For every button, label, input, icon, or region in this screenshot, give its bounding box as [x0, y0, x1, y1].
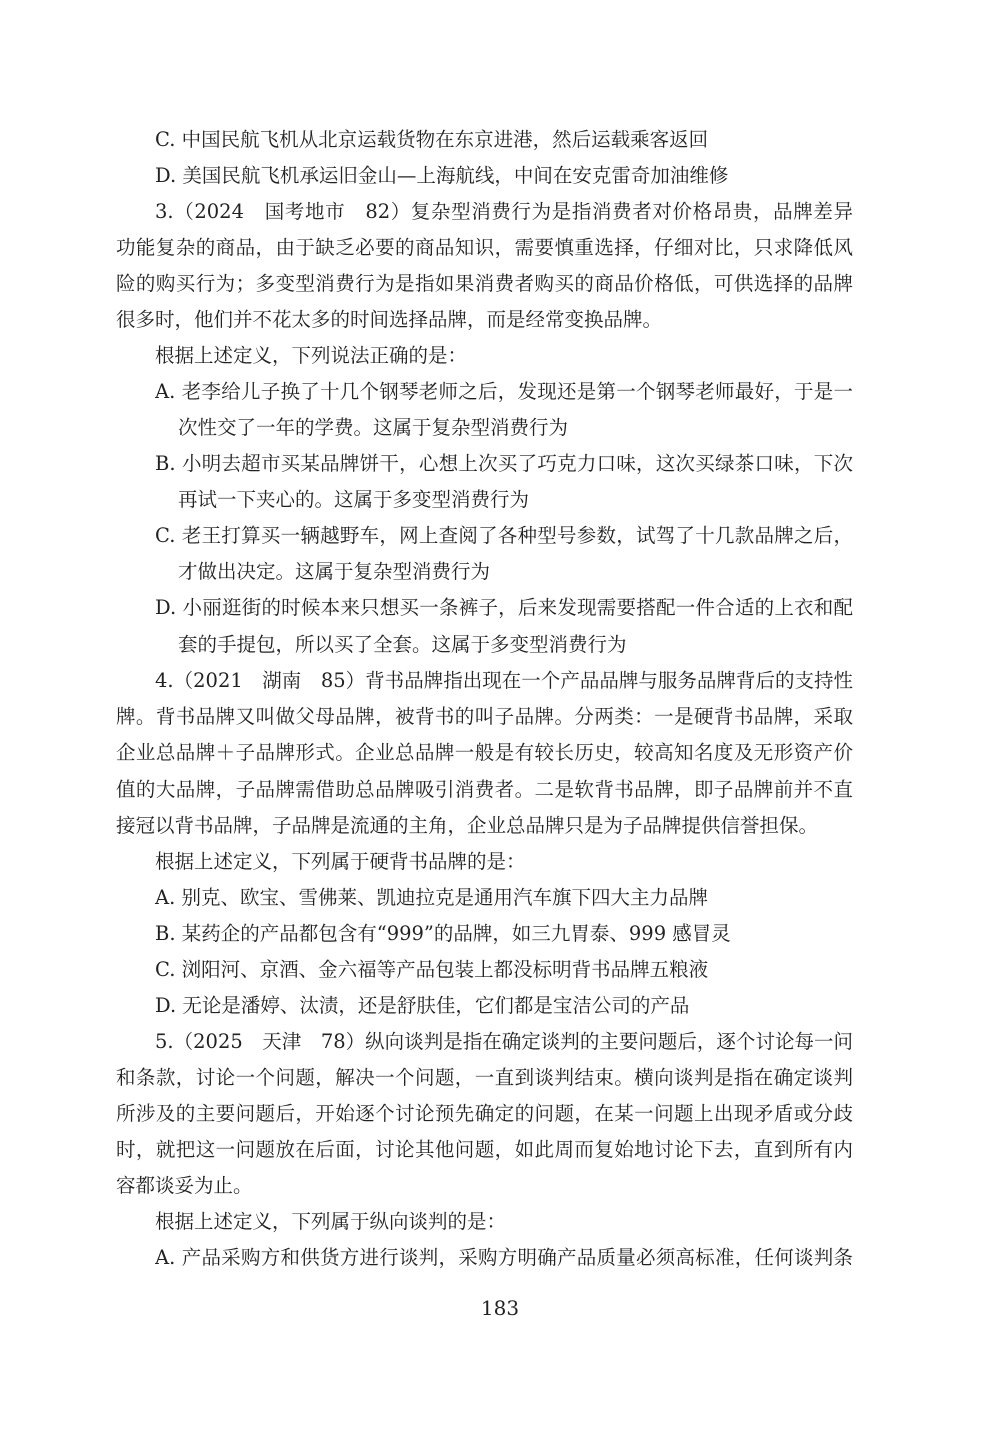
q5-prompt: 根据上述定义，下列属于纵向谈判的是：: [155, 1210, 507, 1233]
q3-option-a-cont: 次性交了一年的学费。这属于复杂型消费行为: [178, 416, 569, 439]
q3-stem-line: 很多时，他们并不花太多的时间选择品牌，而是经常变换品牌。: [116, 308, 663, 331]
q2-option-c: C. 中国民航飞机从北京运载货物在东京进港，然后运载乘客返回: [155, 128, 709, 151]
q4-option-d: D. 无论是潘婷、汰渍，还是舒肤佳，它们都是宝洁公司的产品: [155, 994, 690, 1017]
q3-option-d-cont: 套的手提包，所以买了全套。这属于多变型消费行为: [178, 633, 627, 656]
q4-prompt: 根据上述定义，下列属于硬背书品牌的是：: [155, 850, 526, 873]
q4-stem-line: 接冠以背书品牌，子品牌是流通的主角，企业总品牌只是为子品牌提供信誉担保。: [116, 814, 819, 837]
q3-prompt: 根据上述定义，下列说法正确的是：: [155, 344, 468, 367]
q3-option-a: A. 老李给儿子换了十几个钢琴老师之后，发现还是第一个钢琴老师最好，于是一: [155, 380, 853, 403]
q4-stem-line: 值的大品牌，子品牌需借助总品牌吸引消费者。二是软背书品牌，即子品牌前并不直: [116, 778, 853, 801]
q3-option-d: D. 小丽逛街的时候本来只想买一条裤子，后来发现需要搭配一件合适的上衣和配: [155, 596, 853, 619]
q4-option-c: C. 浏阳河、京酒、金六福等产品包装上都没标明背书品牌五粮液: [155, 958, 709, 981]
q3-option-b: B. 小明去超市买某品牌饼干，心想上次买了巧克力口味，这次买绿茶口味，下次: [155, 452, 853, 475]
q3-stem-line: 险的购买行为；多变型消费行为是指如果消费者购买的商品价格低，可供选择的品牌: [116, 272, 853, 295]
q5-stem-line: 和条款，讨论一个问题，解决一个问题，一直到谈判结束。横向谈判是指在确定谈判: [116, 1066, 853, 1089]
q3-option-b-cont: 再试一下夹心的。这属于多变型消费行为: [178, 488, 530, 511]
q5-stem-line: 所涉及的主要问题后，开始逐个讨论预先确定的问题，在某一问题上出现矛盾或分歧: [116, 1102, 853, 1125]
q4-option-b: B. 某药企的产品都包含有“999”的品牌，如三九胃泰、999 感冒灵: [155, 922, 731, 945]
page-number: 183: [480, 1296, 520, 1320]
q3-stem-line: 功能复杂的商品，由于缺乏必要的商品知识，需要慎重选择，仔细对比，只求降低风: [116, 236, 853, 259]
q3-option-c-cont: 才做出决定。这属于复杂型消费行为: [178, 560, 491, 583]
q2-option-d: D. 美国民航飞机承运旧金山—上海航线，中间在安克雷奇加油维修: [155, 164, 729, 187]
q5-stem-line: 容都谈妥为止。: [116, 1174, 253, 1197]
q4-option-a: A. 别克、欧宝、雪佛莱、凯迪拉克是通用汽车旗下四大主力品牌: [155, 886, 708, 909]
q3-option-c: C. 老王打算买一辆越野车，网上查阅了各种型号参数，试驾了十几款品牌之后，: [155, 524, 853, 547]
q5-stem-line: 时，就把这一问题放在后面，讨论其他问题，如此周而复始地讨论下去，直到所有内: [116, 1138, 853, 1161]
q5-option-a: A. 产品采购方和供货方进行谈判，采购方明确产品质量必须高标准，任何谈判条: [155, 1246, 853, 1269]
q3-stem-line: 3.（2024 国考地市 82）复杂型消费行为是指消费者对价格昂贵，品牌差异: [155, 200, 853, 223]
q5-stem-line: 5.（2025 天津 78）纵向谈判是指在确定谈判的主要问题后，逐个讨论每一问: [155, 1030, 853, 1053]
q4-stem-line: 4.（2021 湖南 85）背书品牌指出现在一个产品品牌与服务品牌背后的支持性: [155, 669, 853, 692]
q4-stem-line: 企业总品牌＋子品牌形式。企业总品牌一般是有较长历史，较高知名度及无形资产价: [116, 741, 853, 764]
q4-stem-line: 牌。背书品牌又叫做父母品牌，被背书的叫子品牌。分两类：一是硬背书品牌，采取: [116, 705, 853, 728]
